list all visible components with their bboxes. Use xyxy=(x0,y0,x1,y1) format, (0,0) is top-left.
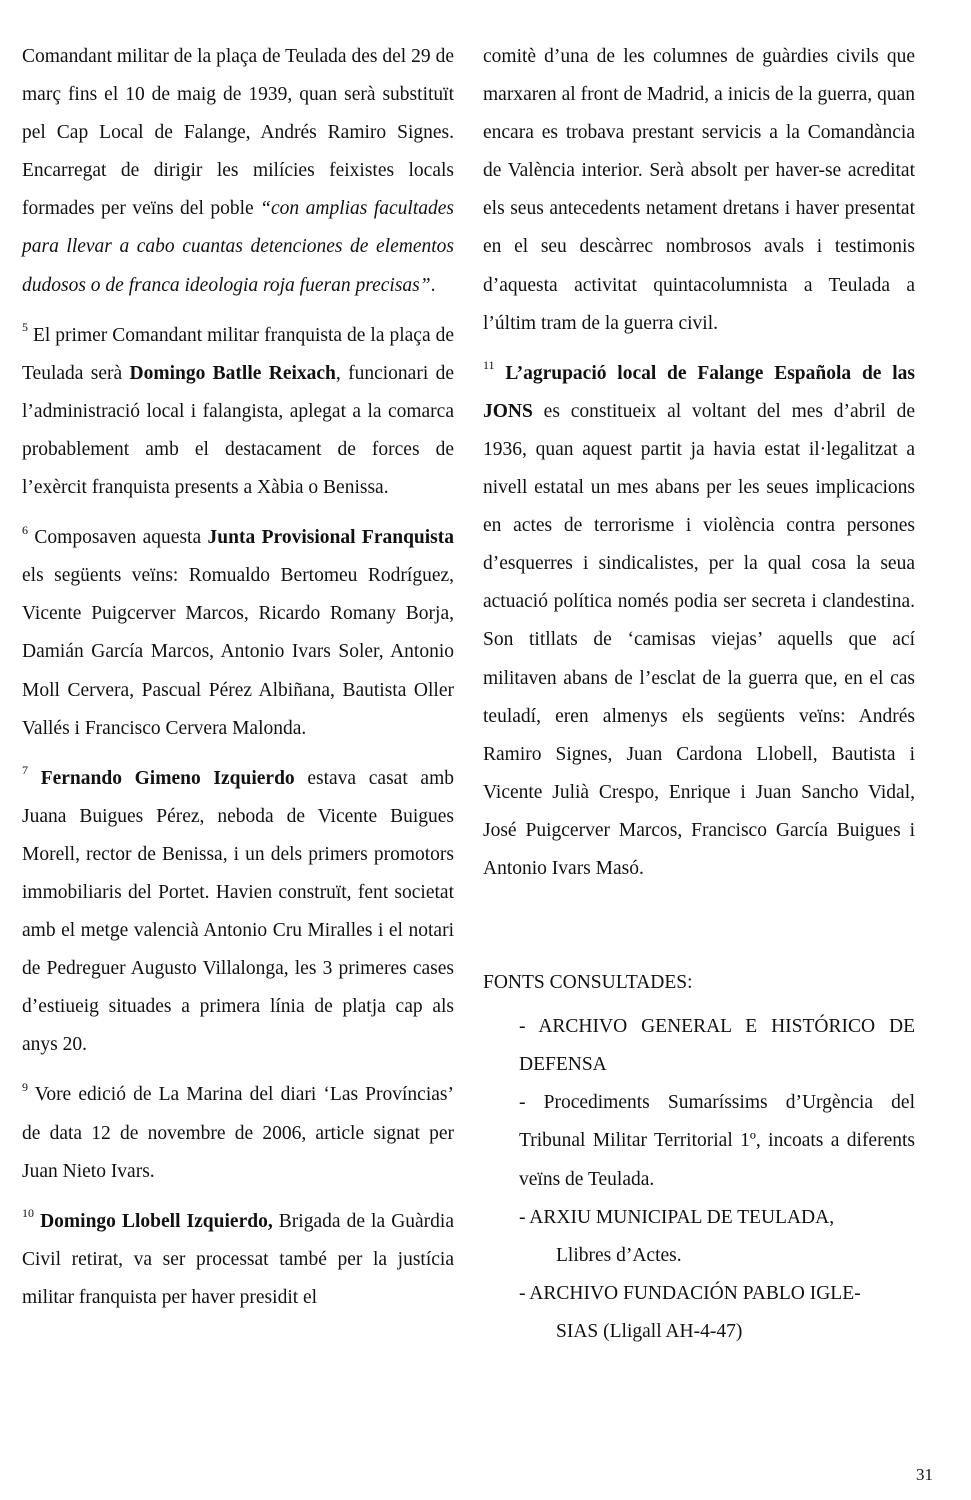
footnote-text: es constitueix al voltant del mes d’abril de 1936, quan aquest partit ja havia estat il·legalitzat a nivell estatal un mes abans per les seues implicacions en actes de terrorisme i violència contra persones d’esquerres i sindicalistes, per la qual cosa la seua actuació política només podia ser secreta i clandestina. Son titllats de ‘camisas viejas’ aquells que ací militaven abans de l’esclat de la guerra que, en el cas teuladí, eren almenys els següents veïns: Andrés Ramiro Signes, Juan Cardona Llobell, Bautista i Vicente Julià Crespo, Enrique i Juan Sancho Vidal, José Puigcerver Marcos, Francisco García Buigues i Antonio Ivars Masó. xyxy=(483,400,915,879)
source-text: - ARCHIVO GENERAL E HISTÓRICO DE DEFENSA xyxy=(519,1016,915,1076)
source-text: - ARCHIVO FUNDACIÓN PABLO IGLE- xyxy=(519,1282,861,1304)
footnote-number: 6 xyxy=(22,522,28,537)
footnote-6 xyxy=(22,519,454,748)
paragraph-text: Comandant militar de la plaça de Teulada des del 29 de març fins el 10 de maig de 1939, quan serà substituït pel Cap Local de Falange, Andrés Ramiro Signes. Encarregat de dirigir les milícies feixistes locals formades per veïns del poble xyxy=(22,46,454,220)
footnote-bold: Fernando Gimeno Izquierdo xyxy=(28,767,295,789)
footnote-text: El primer Comandant militar franquista de la plaça de Teulada serà xyxy=(22,324,454,384)
left-column xyxy=(22,38,454,1329)
footnote-5 xyxy=(22,317,454,507)
page-number: 31 xyxy=(916,1465,933,1484)
footnote-7 xyxy=(22,760,454,1065)
footnote-number: 7 xyxy=(22,763,28,778)
footnote-11 xyxy=(483,355,915,888)
quotation: “con amplias facultades para llevar a cabo cuantas detenciones de elementos dudosos o de franca ideologia roja fueran precisas” xyxy=(22,198,454,296)
footnote-number: 5 xyxy=(22,320,28,335)
right-column xyxy=(483,38,915,1351)
sources-list xyxy=(483,1008,915,1351)
source-subtext: Llibres d’Actes. xyxy=(556,1244,682,1266)
source-item xyxy=(519,1199,915,1275)
footnote-text: Vore edició de La Marina del diari ‘Las Províncias’ de data 12 de novembre de 2006, article signat per Juan Nieto Ivars. xyxy=(22,1084,454,1182)
footnote-number: 10 xyxy=(22,1206,34,1221)
paragraph-intro xyxy=(22,38,454,305)
paragraph-text: . xyxy=(430,274,436,296)
footnote-10 xyxy=(22,1203,454,1317)
paragraph-text: comitè d’una de les columnes de guàrdies civils que marxaren al front de Madrid, a inicis de la guerra, quan encara es trobava prestant servicis a la Comandància de València interior. Serà absolt per haver-se acreditat els seus antecedents netament dretans i haver presentat en el seu descàrrec nombrosos avals i testimonis d’aquesta activitat quintacolumnista a Teulada a l’últim tram de la guerra civil. xyxy=(483,46,915,334)
footnote-text: estava casat amb Juana Buigues Pérez, neboda de Vicente Buigues Morell, rector de Benissa, i un dels primers promotors immobiliaris del Portet. Havien construït, fent societat amb el metge valencià Antonio Cru Miralles i el notari de Pedreguer Augusto Villalonga, les 3 primeres cases d’estiueig situades a primera línia de platja cap als anys 20. xyxy=(22,767,455,1056)
footnote-text: Composaven aquesta xyxy=(28,527,208,549)
sources-heading: FONTS CONSULTADES: xyxy=(483,972,693,994)
footnote-9 xyxy=(22,1076,454,1190)
source-item xyxy=(519,1084,915,1198)
footnote-text: Brigada de la Guàrdia Civil retirat, va ser processat també per la justícia militar franquista per haver presidit el xyxy=(22,1210,454,1308)
source-text: - Procediments Sumaríssims d’Urgència del Tribunal Militar Territorial 1º, incoats a diferents veïns de Teulada. xyxy=(519,1092,915,1190)
footnote-bold: Domingo Llobell Izquierdo, xyxy=(34,1210,273,1232)
footnote-number: 9 xyxy=(22,1079,28,1094)
footnote-bold: Junta Provisional Franquista xyxy=(207,527,455,549)
source-item xyxy=(519,1275,915,1351)
footnote-number: 11 xyxy=(483,358,495,373)
source-item xyxy=(519,1008,915,1084)
footnote-text: els següents veïns: Romualdo Bertomeu Rodríguez, Vicente Puigcerver Marcos, Ricardo Romany Borja, Damián García Marcos, Antonio Ivars Soler, Antonio Moll Cervera, Pascual Pérez Albiñana, Bautista Oller Vallés i Francisco Cervera Malonda. xyxy=(22,565,454,739)
footnote-bold: Domingo Batlle Reixach xyxy=(129,362,336,384)
source-text: - ARXIU MUNICIPAL DE TEULADA, xyxy=(519,1206,835,1228)
footnote-text: , funcionari de l’administració local i falangista, aplegat a la comarca probablement amb el destacament de forces de l’exèrcit franquista presents a Xàbia o Benissa. xyxy=(22,362,454,499)
paragraph-continuation xyxy=(483,38,915,343)
source-subtext: SIAS (Lligall AH-4-47) xyxy=(556,1320,743,1342)
footnote-bold: L’agrupació local de Falange Española de las JONS xyxy=(483,362,915,422)
